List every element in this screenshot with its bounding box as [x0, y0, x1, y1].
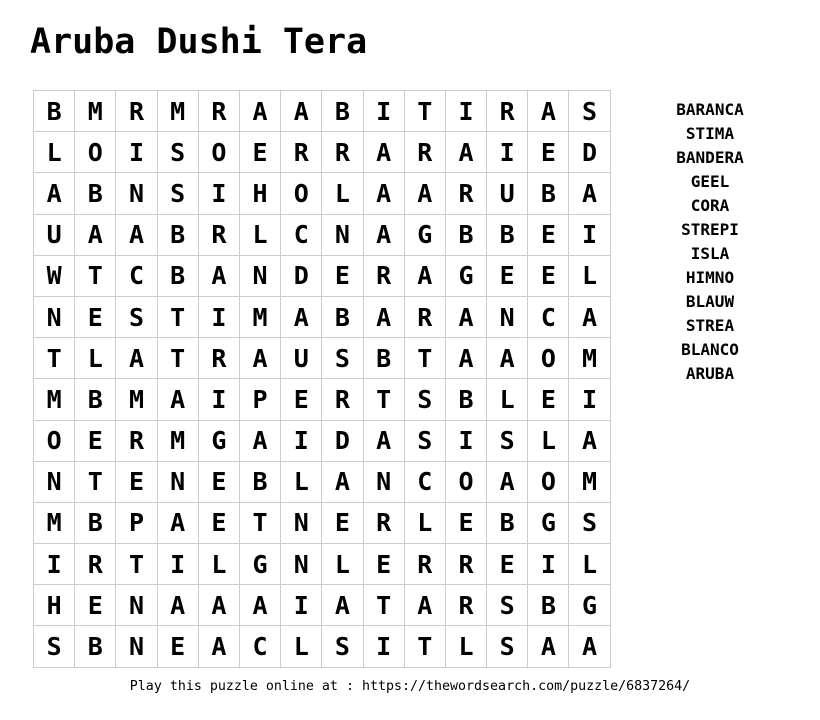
page-title: Aruba Dushi Tera [30, 22, 368, 62]
grid-cell: S [322, 338, 362, 378]
grid-cell: T [364, 379, 404, 419]
grid-cell: O [199, 132, 239, 172]
grid-cell: H [34, 585, 74, 625]
word-list-item: BANDERA [676, 148, 744, 167]
grid-cell: N [34, 462, 74, 502]
grid-cell: T [405, 338, 445, 378]
grid-cell: O [446, 462, 486, 502]
grid-cell: M [240, 297, 280, 337]
grid-cell: A [487, 462, 527, 502]
grid-cell: S [158, 132, 198, 172]
grid-cell: S [405, 421, 445, 461]
grid-cell: R [199, 91, 239, 131]
grid-cell: S [322, 626, 362, 666]
grid-cell: A [240, 585, 280, 625]
grid-cell: B [487, 503, 527, 543]
grid-cell: B [487, 215, 527, 255]
grid-cell: S [569, 503, 609, 543]
grid-cell: S [487, 421, 527, 461]
word-list-item: BLANCO [681, 340, 739, 359]
grid-cell: S [116, 297, 156, 337]
grid-cell: N [281, 544, 321, 584]
grid-cell: E [281, 379, 321, 419]
grid-cell: B [364, 338, 404, 378]
grid-cell: M [116, 379, 156, 419]
word-list-item: BARANCA [676, 100, 744, 119]
grid-cell: I [528, 544, 568, 584]
grid-cell: T [405, 91, 445, 131]
word-list-item: STREPI [681, 220, 739, 239]
grid-cell: R [199, 215, 239, 255]
grid-cell: I [281, 421, 321, 461]
grid-cell: G [405, 215, 445, 255]
grid-cell: T [116, 544, 156, 584]
grid-cell: A [446, 132, 486, 172]
word-list-item: STIMA [685, 124, 735, 143]
grid-cell: I [199, 297, 239, 337]
grid-cell: A [569, 421, 609, 461]
grid-cell: B [75, 503, 115, 543]
grid-cell: B [158, 215, 198, 255]
grid-cell: R [364, 503, 404, 543]
grid-cell: A [199, 626, 239, 666]
grid-cell: N [364, 462, 404, 502]
grid-cell: B [34, 91, 74, 131]
grid-cell: I [569, 215, 609, 255]
grid-cell: N [116, 585, 156, 625]
grid-cell: A [569, 173, 609, 213]
grid-cell: A [405, 173, 445, 213]
grid-cell: E [75, 585, 115, 625]
grid-cell: C [240, 626, 280, 666]
grid-cell: B [158, 256, 198, 296]
grid-cell: E [75, 297, 115, 337]
grid-cell: I [446, 421, 486, 461]
grid-cell: S [569, 91, 609, 131]
grid-cell: U [34, 215, 74, 255]
grid-cell: R [75, 544, 115, 584]
grid-cell: A [446, 338, 486, 378]
grid-cell: S [487, 585, 527, 625]
grid-cell: A [569, 297, 609, 337]
grid-cell: E [364, 544, 404, 584]
grid-cell: A [405, 256, 445, 296]
grid-cell: L [569, 256, 609, 296]
grid-cell: A [158, 503, 198, 543]
grid-cell: L [199, 544, 239, 584]
grid-cell: A [240, 338, 280, 378]
word-grid [33, 90, 611, 668]
grid-cell: E [199, 503, 239, 543]
grid-cell: B [528, 173, 568, 213]
grid-cell: A [281, 297, 321, 337]
grid-cell: M [34, 379, 74, 419]
grid-cell: L [281, 626, 321, 666]
grid-cell: A [75, 215, 115, 255]
grid-cell: B [446, 379, 486, 419]
grid-cell: T [34, 338, 74, 378]
grid-cell: A [364, 421, 404, 461]
grid-cell: I [364, 91, 404, 131]
grid-cell: O [34, 421, 74, 461]
grid-cell: G [528, 503, 568, 543]
footer [0, 679, 820, 694]
grid-cell: E [240, 132, 280, 172]
grid-cell: E [528, 256, 568, 296]
grid-cell: D [281, 256, 321, 296]
grid-cell: L [75, 338, 115, 378]
grid-cell: I [569, 379, 609, 419]
grid-cell: E [528, 132, 568, 172]
grid-cell: A [158, 379, 198, 419]
grid-cell: I [199, 173, 239, 213]
grid-cell: U [487, 173, 527, 213]
grid-cell: B [322, 91, 362, 131]
word-list [605, 98, 815, 386]
grid-cell: A [116, 215, 156, 255]
grid-cell: B [75, 626, 115, 666]
grid-cell: R [446, 585, 486, 625]
grid-cell: B [528, 585, 568, 625]
grid-cell: N [34, 297, 74, 337]
grid-cell: C [528, 297, 568, 337]
grid-cell: A [199, 585, 239, 625]
grid-cell: I [158, 544, 198, 584]
grid-cell: N [158, 462, 198, 502]
grid-cell: E [528, 215, 568, 255]
grid-cell: A [240, 421, 280, 461]
grid-cell: I [446, 91, 486, 131]
grid-cell: T [158, 338, 198, 378]
grid-cell: E [75, 421, 115, 461]
grid-cell: L [487, 379, 527, 419]
grid-cell: E [446, 503, 486, 543]
grid-cell: A [322, 462, 362, 502]
footer-url: https://thewordsearch.com/puzzle/6837264/ [361, 679, 691, 694]
word-list-item: ARUBA [685, 364, 735, 383]
grid-cell: M [158, 91, 198, 131]
grid-cell: G [240, 544, 280, 584]
grid-cell: A [281, 91, 321, 131]
word-list-item: BLAUW [685, 292, 735, 311]
grid-cell: A [240, 91, 280, 131]
grid-cell: I [34, 544, 74, 584]
grid-cell: L [528, 421, 568, 461]
word-list-item: ISLA [690, 244, 730, 263]
grid-cell: R [364, 256, 404, 296]
grid-cell: R [116, 421, 156, 461]
grid-cell: L [322, 544, 362, 584]
grid-cell: A [364, 297, 404, 337]
grid-cell: O [281, 173, 321, 213]
grid-cell: A [199, 256, 239, 296]
grid-cell: I [116, 132, 156, 172]
grid-cell: C [405, 462, 445, 502]
grid-cell: A [158, 585, 198, 625]
grid-cell: L [569, 544, 609, 584]
grid-cell: B [75, 173, 115, 213]
grid-cell: R [446, 544, 486, 584]
grid-cell: R [199, 338, 239, 378]
grid-cell: U [281, 338, 321, 378]
grid-cell: B [322, 297, 362, 337]
grid-cell: A [446, 297, 486, 337]
grid-cell: P [116, 503, 156, 543]
grid-cell: T [240, 503, 280, 543]
grid-cell: B [75, 379, 115, 419]
grid-cell: N [281, 503, 321, 543]
grid-cell: S [34, 626, 74, 666]
grid-cell: L [240, 215, 280, 255]
word-list-item: GEEL [690, 172, 730, 191]
grid-cell: M [158, 421, 198, 461]
grid-cell: A [116, 338, 156, 378]
grid-cell: O [528, 338, 568, 378]
grid-cell: L [405, 503, 445, 543]
grid-cell: E [487, 256, 527, 296]
grid-cell: T [364, 585, 404, 625]
grid-cell: E [158, 626, 198, 666]
footer-text: Play this puzzle online at : [129, 679, 362, 694]
grid-cell: N [487, 297, 527, 337]
grid-cell: L [322, 173, 362, 213]
grid-cell: L [446, 626, 486, 666]
grid-cell: G [199, 421, 239, 461]
grid-cell: S [487, 626, 527, 666]
grid-cell: A [405, 585, 445, 625]
grid-cell: H [240, 173, 280, 213]
grid-cell: M [569, 338, 609, 378]
grid-cell: R [281, 132, 321, 172]
grid-cell: B [240, 462, 280, 502]
grid-cell: D [322, 421, 362, 461]
grid-cell: E [116, 462, 156, 502]
grid-cell: D [569, 132, 609, 172]
grid-cell: A [34, 173, 74, 213]
grid-cell: R [487, 91, 527, 131]
grid-cell: A [364, 215, 404, 255]
grid-cell: A [364, 132, 404, 172]
grid-cell: C [281, 215, 321, 255]
grid-cell: T [75, 462, 115, 502]
grid-cell: O [75, 132, 115, 172]
grid-cell: A [569, 626, 609, 666]
grid-cell: E [487, 544, 527, 584]
grid-cell: R [116, 91, 156, 131]
grid-cell: A [528, 626, 568, 666]
grid-cell: R [405, 544, 445, 584]
grid-cell: I [487, 132, 527, 172]
grid-cell: R [322, 379, 362, 419]
grid-cell: E [322, 503, 362, 543]
grid-cell: R [405, 132, 445, 172]
grid-cell: M [34, 503, 74, 543]
grid-cell: N [322, 215, 362, 255]
grid-cell: T [158, 297, 198, 337]
grid-cell: A [528, 91, 568, 131]
grid-cell: A [487, 338, 527, 378]
grid-cell: I [199, 379, 239, 419]
grid-cell: I [364, 626, 404, 666]
grid-cell: T [405, 626, 445, 666]
grid-cell: W [34, 256, 74, 296]
grid-cell: T [75, 256, 115, 296]
grid-cell: P [240, 379, 280, 419]
grid-cell: M [569, 462, 609, 502]
grid-cell: E [528, 379, 568, 419]
word-list-item: STREA [685, 316, 735, 335]
grid-cell: C [116, 256, 156, 296]
grid-cell: E [199, 462, 239, 502]
grid-cell: R [446, 173, 486, 213]
grid-cell: R [405, 297, 445, 337]
grid-cell: G [446, 256, 486, 296]
grid-cell: O [528, 462, 568, 502]
grid-cell: A [322, 585, 362, 625]
grid-cell: A [364, 173, 404, 213]
word-list-item: HIMNO [685, 268, 735, 287]
grid-cell: M [75, 91, 115, 131]
grid-cell: R [322, 132, 362, 172]
grid-cell: N [116, 173, 156, 213]
grid-cell: G [569, 585, 609, 625]
grid-cell: L [34, 132, 74, 172]
grid-cell: L [281, 462, 321, 502]
grid-cell: B [446, 215, 486, 255]
grid-cell: S [405, 379, 445, 419]
grid-cell: S [158, 173, 198, 213]
grid-cell: E [322, 256, 362, 296]
grid-cell: I [281, 585, 321, 625]
grid-cell: N [240, 256, 280, 296]
grid-cell: N [116, 626, 156, 666]
word-list-item: CORA [690, 196, 730, 215]
